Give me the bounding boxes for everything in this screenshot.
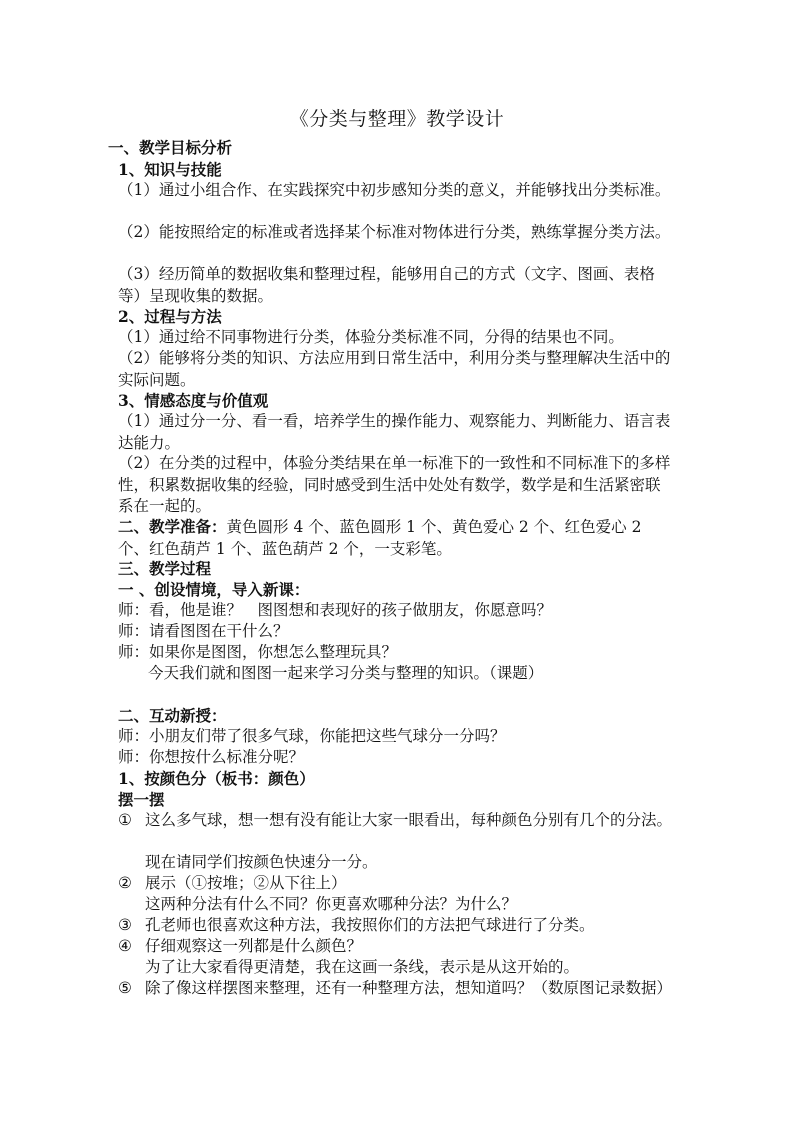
objective-item: （1）通过分一分、看一看，培养学生的操作能力、观察能力、判断能力、语言表达能力。: [118, 412, 671, 452]
step-text: 展示（①按堆；②从下往上）: [145, 874, 347, 892]
step-text: 除了像这样摆图来整理，还有一种整理方法，想知道吗？（数原图记录数据）: [145, 979, 673, 997]
objective-item: （2）在分类的过程中，体验分类结果在单一标准下的一致性和不同标准下的多样性，积累数据收集的经验，同时感受到生活中处处有数学，数学是和生活紧密联系在一起的。: [118, 454, 671, 515]
preparation-text: 黄色圆形 4 个、蓝色圆形 1 个、黄色爱心 2 个、红色爱心 2 个、红色葫芦 1 个、蓝色葫芦 2 个，一支彩笔。: [118, 518, 642, 558]
preparation-label: 二、教学准备：: [118, 517, 227, 536]
step-number: ⑤: [118, 979, 132, 997]
dialogue-line: 师：请看图图在干什么？: [118, 622, 289, 640]
step-extra: 为了让大家看得更清楚，我在这画一条线，表示是从这开始的。: [145, 958, 580, 976]
objective-item: （3）经历简单的数据收集和整理过程，能够用自己的方式（文字、图画、表格等）呈现收集的数据。: [118, 265, 655, 305]
dialogue-line: 师：你想按什么标准分呢？: [118, 748, 305, 766]
step-number: ①: [118, 811, 132, 829]
step-text: 孔老师也很喜欢这种方法，我按照你们的方法把气球进行了分类。: [145, 916, 595, 934]
section-heading-objectives: 一、教学目标分析: [108, 138, 233, 157]
document-title: 《分类与整理》教学设计: [289, 108, 505, 130]
dialogue-line: 师：看，他是谁？ 图图想和表现好的孩子做朋友，你愿意吗？: [118, 601, 553, 619]
step-number: ②: [118, 874, 132, 892]
dialogue-line: 师：如果你是图图，你想怎么整理玩具？: [118, 643, 398, 661]
part-heading-new-lesson: 二、互动新授：: [118, 706, 227, 725]
teaching-preparation: [118, 516, 674, 560]
step-extra: 现在请同学们按颜色快速分一分。: [145, 853, 378, 871]
step-extra: 这两种分法有什么不同？你更喜欢哪种分法？为什么？: [145, 895, 518, 913]
subheading-knowledge-skills: 1、知识与技能: [118, 160, 222, 179]
objective-item: （1）通过小组合作、在实践探究中初步感知分类的意义，并能够找出分类标准。: [118, 181, 671, 199]
dialogue-line: 今天我们就和图图一起来学习分类与整理的知识。（课题）: [148, 664, 544, 682]
dialogue-line: 师：小朋友们带了很多气球，你能把这些气球分一分吗？: [118, 727, 506, 745]
part-heading-intro: 一 、创设情境，导入新课：: [118, 580, 310, 599]
section-heading-process: 三、教学过程: [118, 559, 212, 578]
step-number: ③: [118, 916, 132, 934]
subheading-process-methods: 2、过程与方法: [118, 307, 222, 326]
objective-item: （2）能按照给定的标准或者选择某个标准对物体进行分类，熟练掌握分类方法。: [118, 223, 671, 241]
objective-item: （2）能够将分类的知识、方法应用到日常生活中，利用分类与整理解决生活中的实际问题。: [118, 349, 671, 389]
subheading-emotion-values: 3、情感态度与价值观: [118, 391, 269, 410]
step-text: 这么多气球，想一想有没有能让大家一眼看出，每种颜色分别有几个的分法。: [145, 811, 673, 829]
subheading-by-color: 1、按颜色分（板书：颜色）: [118, 769, 315, 788]
activity-heading: 摆一摆: [118, 790, 165, 809]
objective-item: （1）通过给不同事物进行分类，体验分类标准不同，分得的结果也不同。: [118, 328, 624, 346]
step-number: ④: [118, 937, 132, 955]
step-text: 仔细观察这一列都是什么颜色？: [145, 937, 363, 955]
